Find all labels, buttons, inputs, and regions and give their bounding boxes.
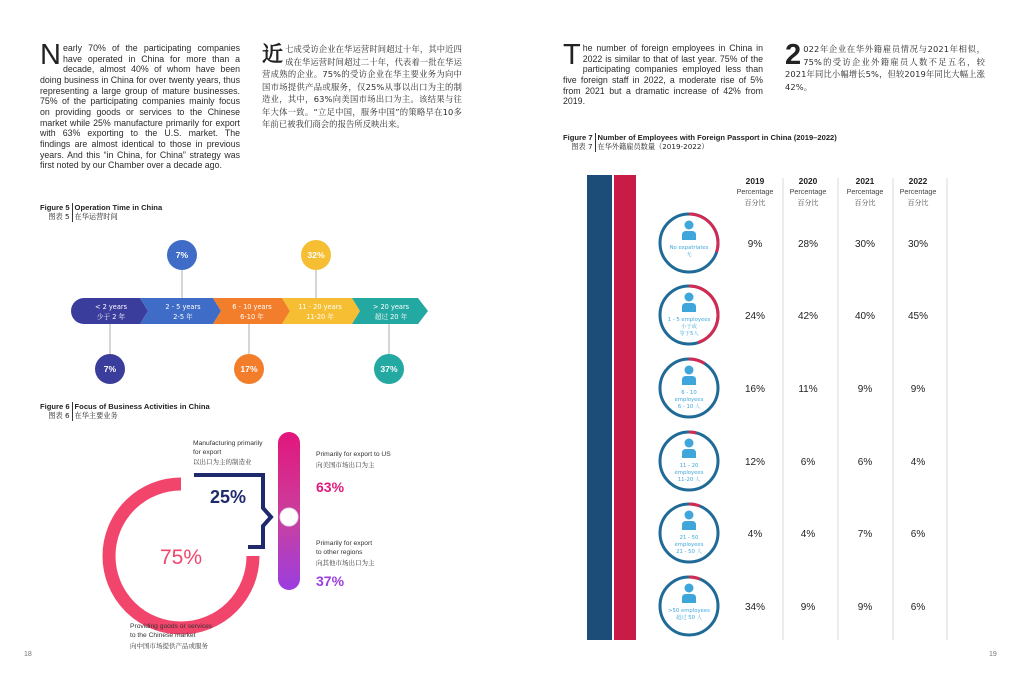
row-value-2019: 9% <box>747 239 763 250</box>
export-us-label: Primarily for export to US <box>316 451 391 458</box>
column-unit-zh: 百分比 <box>744 199 766 207</box>
drop-cap: N <box>40 39 61 71</box>
employee-row <box>660 577 925 635</box>
column-year: 2021 <box>855 176 875 186</box>
row-value-2021: 40% <box>854 311 876 322</box>
value-bubble-text: 32% <box>307 250 325 260</box>
intro-text-en: he number of foreign employees in China in 2022 is similar to that of last year. 75% of the participating companies employed less than five foreign staff in 2022, a moderate rise of 5% from 2021 but a dramatic increase of 42% from 2019. <box>563 43 763 107</box>
row-label-line: >50 employees <box>668 608 710 614</box>
export-us-value: 63% <box>316 479 345 495</box>
row-label-line: 6 - 10 人 <box>677 404 701 410</box>
export-share-value: 25% <box>210 487 247 507</box>
column-year: 2020 <box>798 176 818 186</box>
figure-title: Operation Time in China <box>74 203 163 212</box>
employee-row <box>660 214 928 272</box>
drop-cap: T <box>563 39 581 71</box>
value-bubble-text: 17% <box>240 364 258 374</box>
column-unit: Percentage <box>789 187 827 196</box>
row-value-2022: 9% <box>910 384 926 395</box>
value-bubble-text: 7% <box>175 250 189 260</box>
employee-row <box>660 359 925 417</box>
business-focus-chart <box>0 420 512 660</box>
employee-row <box>660 432 925 490</box>
export-label-line: for export <box>193 449 222 456</box>
figure-number: Figure 5 <box>40 203 70 212</box>
row-label-line: 11-20 人 <box>677 477 701 483</box>
segment-label-zh: 11-20 年 <box>306 313 334 321</box>
segment-label-zh: 6-10 年 <box>240 313 264 321</box>
row-value-2022: 6% <box>910 529 926 540</box>
row-label-line: 小于或 <box>681 324 697 330</box>
domestic-label-zh: 向中国市场提供产品或服务 <box>130 642 208 650</box>
row-label-line: 等于5人 <box>679 331 699 337</box>
row-value-2019: 24% <box>744 311 766 322</box>
segment-label-en: < 2 years <box>94 303 128 311</box>
segment-label-en: > 20 years <box>372 303 410 311</box>
export-label-line: Manufacturing primarily <box>193 440 263 447</box>
column-unit-zh: 百分比 <box>907 199 929 207</box>
column-header-2022 <box>900 176 937 207</box>
row-value-2019: 16% <box>744 384 766 395</box>
row-value-2019: 34% <box>744 602 766 613</box>
export-us-label-zh: 向美国市场出口为主 <box>316 461 375 469</box>
row-value-2022: 4% <box>910 457 926 468</box>
column-unit: Percentage <box>846 187 884 196</box>
row-label-line: 11 - 20 <box>679 463 699 469</box>
figure-title-zh: 在华主要业务 <box>74 411 118 421</box>
column-unit-zh: 百分比 <box>854 199 876 207</box>
row-label-line: employees <box>674 397 704 403</box>
figure-title-zh: 在华外籍雇员数量（2019-2022） <box>597 142 709 152</box>
figure-title: Number of Employees with Foreign Passport in China (2019–2022) <box>597 133 837 142</box>
figure-number: Figure 7 <box>563 133 593 142</box>
row-ring-accent <box>689 432 696 433</box>
figure7-caption <box>563 133 837 152</box>
intro-paragraph-zh-right <box>785 39 985 93</box>
column-unit-zh: 百分比 <box>797 199 819 207</box>
figure5-caption <box>40 203 162 222</box>
figure-number-zh: 图表 7 <box>571 142 593 152</box>
row-value-2020: 9% <box>800 602 816 613</box>
row-value-2021: 6% <box>857 457 873 468</box>
drop-cap: 2 <box>785 39 802 71</box>
page-number-right: 19 <box>989 651 997 658</box>
figure-title: Focus of Business Activities in China <box>74 402 210 411</box>
foreign-employees-table <box>512 165 1024 650</box>
row-value-2022: 45% <box>907 311 929 322</box>
value-bubble-text: 7% <box>103 364 117 374</box>
column-header-2019 <box>737 176 774 207</box>
column-year: 2019 <box>745 176 765 186</box>
export-other-label-line: Primarily for export <box>316 540 373 547</box>
domestic-share-value: 75% <box>159 546 203 569</box>
intro-paragraph-en-left <box>40 39 240 171</box>
segment-label-zh: 少于 2 年 <box>96 313 126 321</box>
intro-paragraph-zh-left <box>262 43 462 131</box>
export-label-zh: 以出口为主的制造业 <box>193 458 252 466</box>
intro-paragraph-en-right <box>563 39 763 107</box>
export-other-value: 37% <box>316 573 345 589</box>
row-value-2020: 4% <box>800 529 816 540</box>
row-value-2020: 11% <box>798 384 818 395</box>
column-unit: Percentage <box>899 187 937 196</box>
row-label-line: 6 - 10 <box>681 390 697 396</box>
figure-number: Figure 6 <box>40 402 70 411</box>
row-label-line: employees <box>674 470 704 476</box>
bar-split-marker <box>280 508 298 526</box>
row-value-2021: 30% <box>854 239 876 250</box>
decor-stripe-red <box>614 175 636 640</box>
row-value-2019: 4% <box>747 529 763 540</box>
intro-text-zh: 022年企业在华外籍雇员情况与2021年相似，75%的受访企业外籍雇员人数不足五名，较2021年同比小幅增长5%，但较2019年同比大幅上涨42%。 <box>785 44 985 92</box>
domestic-label-line: to the Chinese market <box>130 632 196 639</box>
row-value-2020: 42% <box>797 311 819 322</box>
export-other-label-zh: 向其他市场出口为主 <box>316 559 375 567</box>
page-number-left: 18 <box>24 651 32 658</box>
figure-title-zh: 在华运营时间 <box>74 212 118 222</box>
column-header-2020 <box>790 176 827 207</box>
row-label-line: 21 - 50 <box>679 535 699 541</box>
employee-row <box>660 504 925 562</box>
export-share-bracket <box>194 475 271 547</box>
segment-label-zh: 超过 20 年 <box>374 313 408 321</box>
intro-text-en: early 70% of the participating companies have operated in China for more than a decade, almost 40% of whom have been doing business in China for over twenty years, thus representing a large group of mature businesses. 75% of the participating companies mainly focus on providing goods or services to the Chinese market while 25% manufacture primarily for export with 63% exporting to the U.S. market. The findings are almost identical to those in previous years. And this “in China, for China” strategy was first noted by our Chamber over a decade ago. <box>40 43 240 171</box>
intro-text-zh: 七成受访企业在华运营时间超过十年，其中近四成在华运营时间超过二十年，代表着一批在华运营成熟的企业。75%的受访企业在华主要业务为向中国市场提供产品或服务，仅25%从事以出口为主的制造业，其中，63%向美国市场出口为主。该结果与往年大体一致。“立足中国，服务中国”的策略早在10多年前已被我们商会的报告所反映出来。 <box>262 44 462 129</box>
row-value-2021: 9% <box>857 602 873 613</box>
figure-number-zh: 图表 5 <box>48 212 70 222</box>
column-unit: Percentage <box>736 187 774 196</box>
figure6-caption <box>40 402 210 421</box>
figure-number-zh: 图表 6 <box>48 411 70 421</box>
drop-cap: 近 <box>262 42 284 66</box>
domestic-label-line: Providing goods or services <box>130 623 213 630</box>
value-bubble-text: 37% <box>380 364 398 374</box>
column-header-2021 <box>847 176 884 207</box>
segment-label-en: 11 - 20 years <box>298 303 342 311</box>
row-label-line: No expatriates <box>669 245 709 251</box>
row-value-2020: 28% <box>797 239 819 250</box>
row-label-line: 1 - 5 employees <box>667 317 711 323</box>
employee-row <box>660 286 928 344</box>
row-label-line: 21 - 50 人 <box>676 549 702 555</box>
row-value-2022: 6% <box>910 602 926 613</box>
row-value-2022: 30% <box>907 239 929 250</box>
row-value-2021: 9% <box>857 384 873 395</box>
segment-label-zh: 2-5 年 <box>173 313 193 321</box>
row-value-2021: 7% <box>857 529 873 540</box>
segment-label-en: 6 - 10 years <box>232 303 272 311</box>
row-label-line: employees <box>674 542 704 548</box>
row-value-2019: 12% <box>744 457 766 468</box>
column-year: 2022 <box>908 176 928 186</box>
operation-time-timeline <box>0 230 512 395</box>
row-value-2020: 6% <box>800 457 816 468</box>
segment-label-en: 2 - 5 years <box>165 303 201 311</box>
row-label-line: 超过 50 人 <box>676 615 702 621</box>
row-label-line: 无 <box>686 252 692 258</box>
export-other-label-line: to other regions <box>316 549 363 556</box>
decor-stripe-navy <box>587 175 612 640</box>
